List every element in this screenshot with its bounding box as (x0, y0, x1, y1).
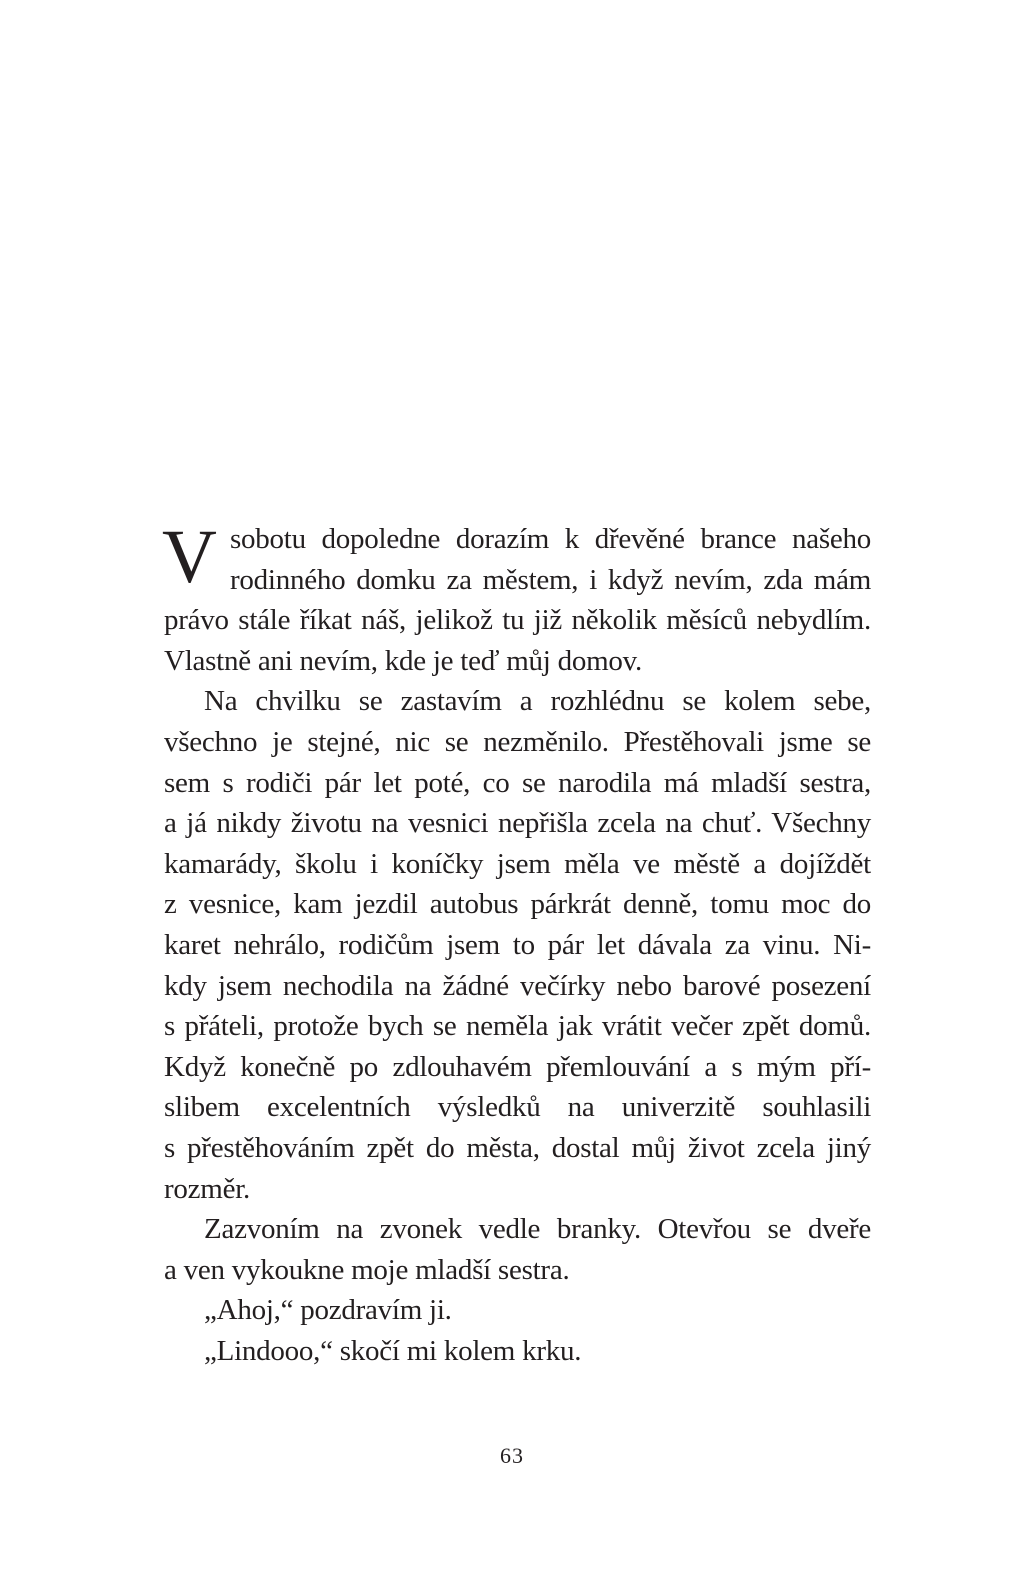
text-line: s přestěhováním zpět do města, dostal můj život zcela jiný (164, 1131, 871, 1164)
text-line: sobotu dopoledne dorazím k dřevěné brance našeho (230, 523, 871, 555)
text-line: a já nikdy životu na vesnici nepřišla zcela na chuť. Všechny (164, 807, 871, 840)
text-line: rozměr. (164, 1172, 251, 1205)
text-line: sem s rodiči pár let poté, co se narodila má mladší sestra, (164, 766, 871, 799)
body-text (162, 515, 871, 1371)
text-line: kdy jsem nechodila na žádné večírky nebo barové posezení (164, 969, 871, 1002)
text-line: rodinného domku za městem, i když nevím, zda mám (230, 563, 871, 596)
text-line: právo stále říkat náš, jelikož tu již několik měsíců nebydlím. (164, 604, 871, 637)
text-line: Na chvilku se zastavím a rozhlédnu se kolem sebe, (204, 685, 871, 718)
drop-cap: V (162, 515, 217, 599)
paragraph-3 (164, 1209, 871, 1290)
page-number: 63 (500, 1443, 524, 1468)
text-line: Zazvoním na zvonek vedle branky. Otevřou se dveře (204, 1213, 871, 1246)
paragraph-4 (164, 1290, 871, 1331)
text-line: Když konečně po zdlouhavém přemlouvání a s mým pří- (164, 1050, 871, 1083)
text-line: a ven vykoukne moje mladší sestra. (164, 1253, 570, 1286)
paragraph-2 (164, 681, 871, 1209)
paragraph-1 (162, 515, 871, 681)
text-line: „Lindooo,“ skočí mi kolem krku. (204, 1334, 582, 1367)
text-line: „Ahoj,“ pozdravím ji. (204, 1294, 452, 1327)
text-line: z vesnice, kam jezdil autobus párkrát denně, tomu moc do (164, 888, 871, 921)
paragraph-5 (164, 1331, 871, 1372)
text-line: s přáteli, protože bych se neměla jak vrátit večer zpět domů. (164, 1010, 871, 1043)
text-line: všechno je stejné, nic se nezměnilo. Přestěhovali jsme se (164, 725, 871, 758)
text-line: karet nehrálo, rodičům jsem to pár let dávala za vinu. Ni- (164, 928, 871, 961)
text-line: Vlastně ani nevím, kde je teď můj domov. (164, 644, 643, 677)
text-line: kamarády, školu i koníčky jsem měla ve městě a dojíždět (164, 847, 871, 880)
text-line: slibem excelentních výsledků na univerzitě souhlasili (164, 1091, 871, 1124)
